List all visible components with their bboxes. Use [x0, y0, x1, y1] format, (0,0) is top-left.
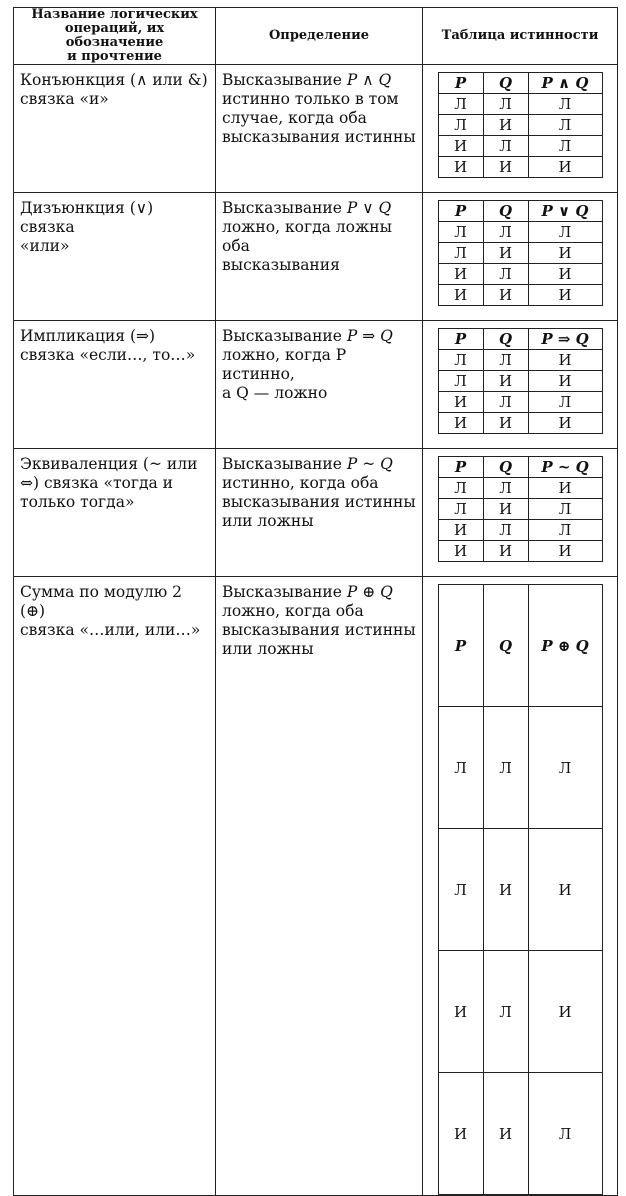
truth-table-cell: [423, 65, 618, 193]
truth-cell: И: [438, 413, 483, 434]
truth-header-result: P ~ Q: [528, 457, 602, 478]
operation-name-line: связка «и»: [20, 90, 109, 108]
truth-header-result: P ∧ Q: [528, 73, 602, 94]
truth-row: [438, 136, 602, 157]
truth-table-cell: [423, 577, 618, 1196]
operation-row-conjunction: [14, 65, 618, 193]
operation-definition: [216, 577, 423, 1196]
truth-cell: Л: [438, 94, 483, 115]
truth-cell: Л: [438, 350, 483, 371]
definition-line: высказывания: [222, 256, 340, 274]
truth-table: [438, 328, 603, 434]
truth-cell: Л: [528, 1073, 602, 1195]
truth-cell: И: [528, 541, 602, 562]
truth-table-cell: [423, 193, 618, 321]
truth-cell: И: [483, 499, 528, 520]
operation-name: [14, 577, 216, 1196]
operation-row-equivalence: [14, 449, 618, 577]
operation-name-line: ⇔) связка «тогда и: [20, 474, 174, 492]
truth-cell: Л: [483, 478, 528, 499]
truth-cell: И: [438, 136, 483, 157]
definition-expression: P ⊕ Q: [346, 583, 393, 601]
truth-row: [438, 499, 602, 520]
truth-header-p: P: [438, 329, 483, 350]
truth-cell: Л: [528, 520, 602, 541]
truth-cell: Л: [438, 222, 483, 243]
truth-cell: Л: [438, 478, 483, 499]
operation-name: [14, 449, 216, 577]
truth-cell: И: [438, 264, 483, 285]
truth-cell: И: [483, 285, 528, 306]
truth-cell: Л: [528, 94, 602, 115]
header-name-line3: и прочтение: [67, 49, 162, 64]
definition-line: истинно, когда оба: [222, 474, 379, 492]
truth-cell: Л: [438, 243, 483, 264]
truth-cell: И: [528, 371, 602, 392]
operation-definition: [216, 65, 423, 193]
definition-prefix: Высказывание: [222, 199, 342, 217]
definition-expression: P ∨ Q: [346, 199, 392, 217]
truth-cell: И: [528, 350, 602, 371]
truth-cell: И: [438, 1073, 483, 1195]
truth-cell: И: [438, 392, 483, 413]
definition-line: высказывания истинны: [222, 493, 416, 511]
truth-cell: Л: [438, 115, 483, 136]
truth-cell: Л: [438, 707, 483, 829]
truth-cell: Л: [483, 222, 528, 243]
truth-cell: И: [438, 520, 483, 541]
truth-row: [438, 371, 602, 392]
truth-cell: Л: [528, 136, 602, 157]
truth-cell: Л: [483, 264, 528, 285]
truth-row: [438, 243, 602, 264]
truth-cell: Л: [483, 951, 528, 1073]
truth-cell: И: [483, 157, 528, 178]
truth-cell: И: [528, 285, 602, 306]
definition-line: или ложны: [222, 512, 314, 530]
truth-header-q: Q: [483, 329, 528, 350]
truth-cell: Л: [528, 222, 602, 243]
truth-header-p: P: [438, 457, 483, 478]
truth-table: [438, 200, 603, 306]
header-truth-table: Таблица истинности: [423, 8, 618, 65]
truth-header-q: Q: [483, 201, 528, 222]
truth-table: [438, 456, 603, 562]
operation-row-disjunction: [14, 193, 618, 321]
truth-cell: Л: [528, 115, 602, 136]
truth-row: [438, 478, 602, 499]
truth-cell: И: [528, 478, 602, 499]
header-row: [14, 8, 618, 65]
definition-line: высказывания истинны: [222, 128, 416, 146]
truth-row: [438, 115, 602, 136]
truth-row: [438, 350, 602, 371]
header-name-line2: операций, их обозначение: [64, 21, 165, 50]
operation-name: [14, 193, 216, 321]
truth-cell: Л: [483, 350, 528, 371]
truth-cell: И: [483, 1073, 528, 1195]
definition-line: ложно, когда ложны оба: [222, 218, 392, 255]
operation-name-line: только тогда»: [20, 493, 135, 511]
truth-cell: Л: [483, 136, 528, 157]
truth-cell: Л: [528, 392, 602, 413]
truth-cell: И: [528, 157, 602, 178]
truth-header-row: [438, 585, 602, 707]
truth-cell: И: [438, 157, 483, 178]
truth-cell: Л: [438, 829, 483, 951]
definition-prefix: Высказывание: [222, 71, 342, 89]
truth-row: [438, 94, 602, 115]
truth-row: [438, 1073, 602, 1195]
operation-definition: [216, 449, 423, 577]
definition-prefix: Высказывание: [222, 327, 342, 345]
operation-name: [14, 321, 216, 449]
truth-row: [438, 413, 602, 434]
header-definition: Определение: [216, 8, 423, 65]
truth-header-q: Q: [483, 457, 528, 478]
truth-cell: И: [483, 829, 528, 951]
truth-cell: И: [528, 264, 602, 285]
truth-cell: И: [438, 285, 483, 306]
operation-name-line: связка «если…, то…»: [20, 346, 196, 364]
truth-header-q: Q: [483, 73, 528, 94]
truth-row: [438, 392, 602, 413]
truth-cell: Л: [483, 392, 528, 413]
truth-cell: Л: [483, 520, 528, 541]
operation-row-xor: [14, 577, 618, 1196]
operation-name-line: Конъюнкция (∧ или &): [20, 71, 208, 89]
truth-header-row: [438, 457, 602, 478]
truth-header-row: [438, 201, 602, 222]
truth-row: [438, 264, 602, 285]
truth-cell: И: [483, 243, 528, 264]
truth-cell: И: [483, 413, 528, 434]
definition-line: или ложны: [222, 640, 314, 658]
truth-row: [438, 951, 602, 1073]
truth-cell: И: [438, 541, 483, 562]
definition-expression: P ~ Q: [346, 455, 393, 473]
definition-line: ложно, когда оба: [222, 602, 364, 620]
operation-definition: [216, 193, 423, 321]
truth-cell: Л: [438, 499, 483, 520]
truth-header-p: P: [438, 585, 483, 707]
truth-row: [438, 707, 602, 829]
truth-cell: И: [483, 541, 528, 562]
truth-row: [438, 829, 602, 951]
truth-header-row: [438, 329, 602, 350]
logic-operations-table: [13, 7, 618, 1196]
truth-cell: Л: [483, 94, 528, 115]
truth-cell: И: [483, 371, 528, 392]
truth-table-cell: [423, 321, 618, 449]
truth-cell: И: [528, 413, 602, 434]
operation-name-line: Эквиваленция (~ или: [20, 455, 198, 473]
operation-name-line: Дизъюнкция (∨) связка: [20, 199, 154, 236]
truth-header-result: P ∨ Q: [528, 201, 602, 222]
truth-row: [438, 520, 602, 541]
definition-expression: P ⇒ Q: [346, 327, 393, 345]
truth-table: [438, 72, 603, 178]
truth-cell: И: [528, 829, 602, 951]
definition-line: истинно только в том: [222, 90, 399, 108]
truth-cell: И: [438, 951, 483, 1073]
definition-line: ложно, когда P истинно,: [222, 346, 347, 383]
truth-cell: Л: [438, 371, 483, 392]
truth-table: [438, 584, 603, 1195]
truth-cell: Л: [483, 707, 528, 829]
operation-name-line: связка «…или, или…»: [20, 621, 201, 639]
truth-row: [438, 541, 602, 562]
truth-cell: И: [528, 243, 602, 264]
operation-name: [14, 65, 216, 193]
truth-row: [438, 222, 602, 243]
truth-row: [438, 157, 602, 178]
truth-table-cell: [423, 449, 618, 577]
operation-name-line: «или»: [20, 237, 70, 255]
operation-name-line: Импликация (⇒): [20, 327, 156, 345]
definition-expression: P ∧ Q: [346, 71, 392, 89]
truth-header-result: P ⊕ Q: [528, 585, 602, 707]
truth-cell: И: [483, 115, 528, 136]
truth-header-row: [438, 73, 602, 94]
truth-row: [438, 285, 602, 306]
header-name: [14, 8, 216, 65]
header-name-line1: Название логических: [31, 7, 198, 22]
definition-line: высказывания истинны: [222, 621, 416, 639]
truth-header-p: P: [438, 73, 483, 94]
truth-header-result: P ⇒ Q: [528, 329, 602, 350]
definition-line: а Q — ложно: [222, 384, 328, 402]
operation-name-line: Сумма по модулю 2 (⊕): [20, 583, 183, 620]
operation-definition: [216, 321, 423, 449]
definition-line: случае, когда оба: [222, 109, 367, 127]
truth-cell: И: [528, 951, 602, 1073]
definition-prefix: Высказывание: [222, 455, 342, 473]
truth-cell: Л: [528, 499, 602, 520]
truth-header-q: Q: [483, 585, 528, 707]
operation-row-implication: [14, 321, 618, 449]
truth-cell: Л: [528, 707, 602, 829]
definition-prefix: Высказывание: [222, 583, 342, 601]
truth-header-p: P: [438, 201, 483, 222]
